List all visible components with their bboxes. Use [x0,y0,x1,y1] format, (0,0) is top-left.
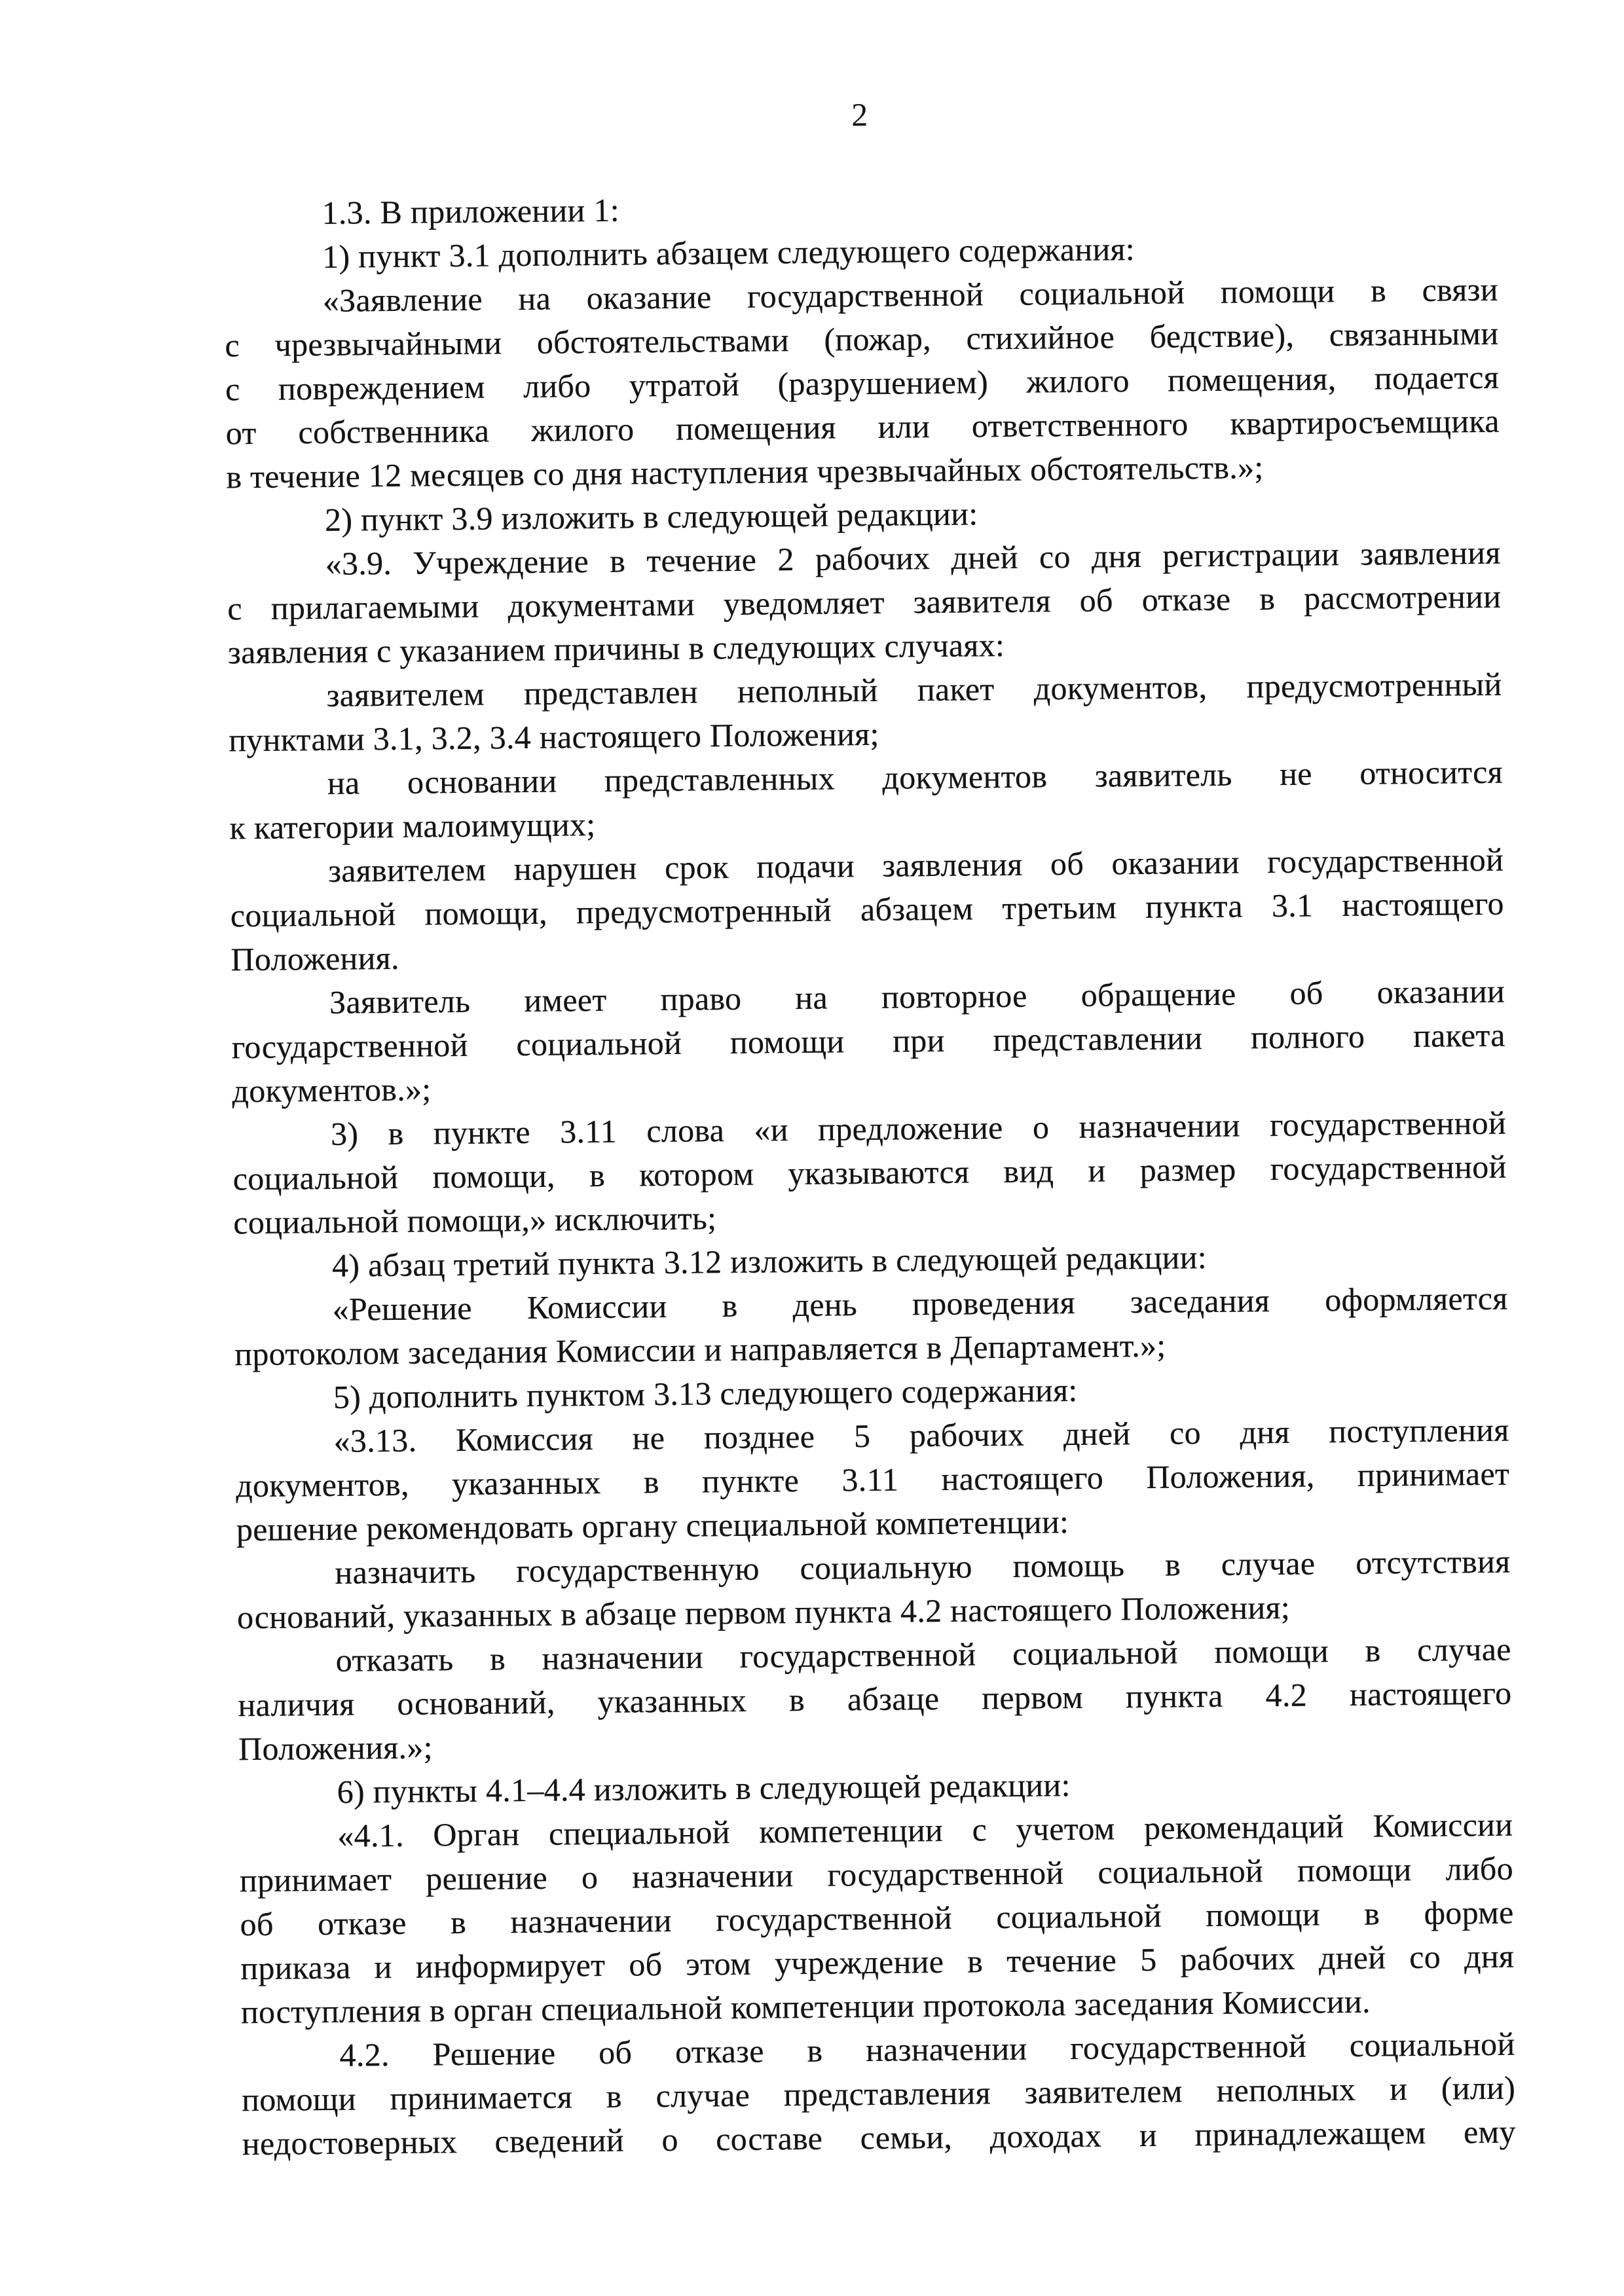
text-line: приказа и информирует об этом учреждение в течение 5 рабочих дней со дня [240,1937,1515,1987]
text-line: «3.13. Комиссия не позднее 5 рабочих дней со дня поступления [333,1411,1509,1459]
text-line: заявления с указанием причины в следующих случаях: [227,626,1005,671]
text-line: заявителем нарушен срок подачи заявления об оказании государственной [327,841,1504,889]
paragraph [230,838,1505,982]
text-line: «Заявление на оказание государственной социальной помощи в связи [322,270,1499,319]
text-line: социальной помощи,» исключить; [233,1199,717,1241]
text-line: оснований, указанных в абзаце первом пункта 4.2 настоящего Положения; [236,1588,1291,1636]
text-line: с чрезвычайными обстоятельствами (пожар, стихийное бедствие), связанными [225,314,1499,364]
text-line: назначить государственную социальную помощь в случае отсутствия [335,1542,1511,1591]
paragraph [236,1540,1511,1640]
text-line: на основании представленных документов заявитель не относится [327,753,1504,801]
text-line: заявителем представлен неполный пакет документов, предусмотренный [326,665,1502,714]
text-line: в течение 12 месяцев со дня наступления чрезвычайных обстоятельств.»; [226,448,1264,496]
paragraph [237,1628,1512,1772]
text-line: решение рекомендовать органу специальной компетенции: [236,1503,1069,1548]
text-line: 5) дополнить пунктом 3.13 следующего содержания: [333,1371,1078,1415]
text-line: с прилагаемыми документами уведомляет заявителя об отказе в рассмотрении [227,577,1502,627]
text-line: «4.1. Орган специальной компетенции с учетом рекомендаций Комиссии [337,1806,1513,1854]
text-line: 1) пункт 3.1 дополнить абзацем следующего содержания: [322,230,1135,275]
text-line: 4.2. Решение об отказе в назначении государственной социальной [339,2025,1515,2073]
page-number: 2 [851,96,868,134]
paragraph [225,268,1500,500]
paragraph [228,663,1502,763]
paragraphs [223,180,1516,2166]
text-line: поступления в орган специальной компетенции протокола заседания Комиссии. [240,1982,1371,2031]
text-line: об отказе в назначении государственной социальной помощи в форме [240,1893,1514,1943]
text-line: «3.9. Учреждение в течение 2 рабочих дней со дня регистрации заявления [325,534,1501,582]
text-line: документов, указанных в пункте 3.11 настоящего Положения, принимает [235,1455,1510,1504]
text-line: документов.»; [232,1070,432,1110]
text-line: 1.3. В приложении 1: [322,191,620,231]
text-line: отказать в назначении государственной социальной помощи в случае [335,1630,1511,1679]
paragraph [227,531,1502,675]
paragraph [229,750,1504,850]
text-line: Заявитель имеет право на повторное обращение об оказании [329,972,1505,1021]
text-line: Положения. [231,939,399,978]
text-line: 3) в пункте 3.11 слова «и предложение о назначении государственной [330,1104,1507,1152]
text-line: социальной помощи, в котором указываются вид и размер государственной [232,1148,1507,1197]
text-line: 6) пункты 4.1–4.4 изложить в следующей редакции: [337,1766,1071,1810]
text-line: помощи принимается в случае представления заявителем неполных и (или) [241,2069,1516,2119]
text-column [223,92,1516,2166]
paragraph [234,1277,1508,1377]
text-line: Положения.»; [238,1728,434,1768]
text-line: 2) пункт 3.9 изложить в следующей редакции: [324,495,978,538]
text-line: 4) абзац третий пункта 3.12 изложить в следующей редакции: [331,1239,1208,1284]
text-line: к категории малоимущих; [229,805,596,847]
text-line: государственной социальной помощи при представлении полного пакета [231,1016,1505,1066]
paragraph [231,970,1506,1114]
paragraph [241,2022,1516,2166]
text-line: с повреждением либо утратой (разрушением) жилого помещения, подается [225,358,1500,408]
text-line: от собственника жилого помещения или ответственного квартиросъемщика [225,402,1500,452]
paragraph [239,1803,1515,2035]
text-line: «Решение Комиссии в день проведения заседания оформляется [332,1279,1508,1328]
text-line: социальной помощи, предусмотренный абзацем третьим пункта 3.1 настоящего [230,884,1505,934]
text-line: протоколом заседания Комиссии и направляется в Департамент.»; [234,1326,1166,1373]
text-line: недостоверных сведений о составе семьи, доходах и принадлежащем ему [242,2113,1517,2162]
text-line: пунктами 3.1, 3.2, 3.4 настоящего Положения; [229,715,879,759]
paragraph [232,1101,1507,1245]
paragraph [235,1408,1510,1552]
text-line: наличия оснований, указанных в абзаце первом пункта 4.2 настоящего [238,1674,1512,1724]
text-line: принимает решение о назначении государственной социальной помощи либо [239,1850,1514,1899]
